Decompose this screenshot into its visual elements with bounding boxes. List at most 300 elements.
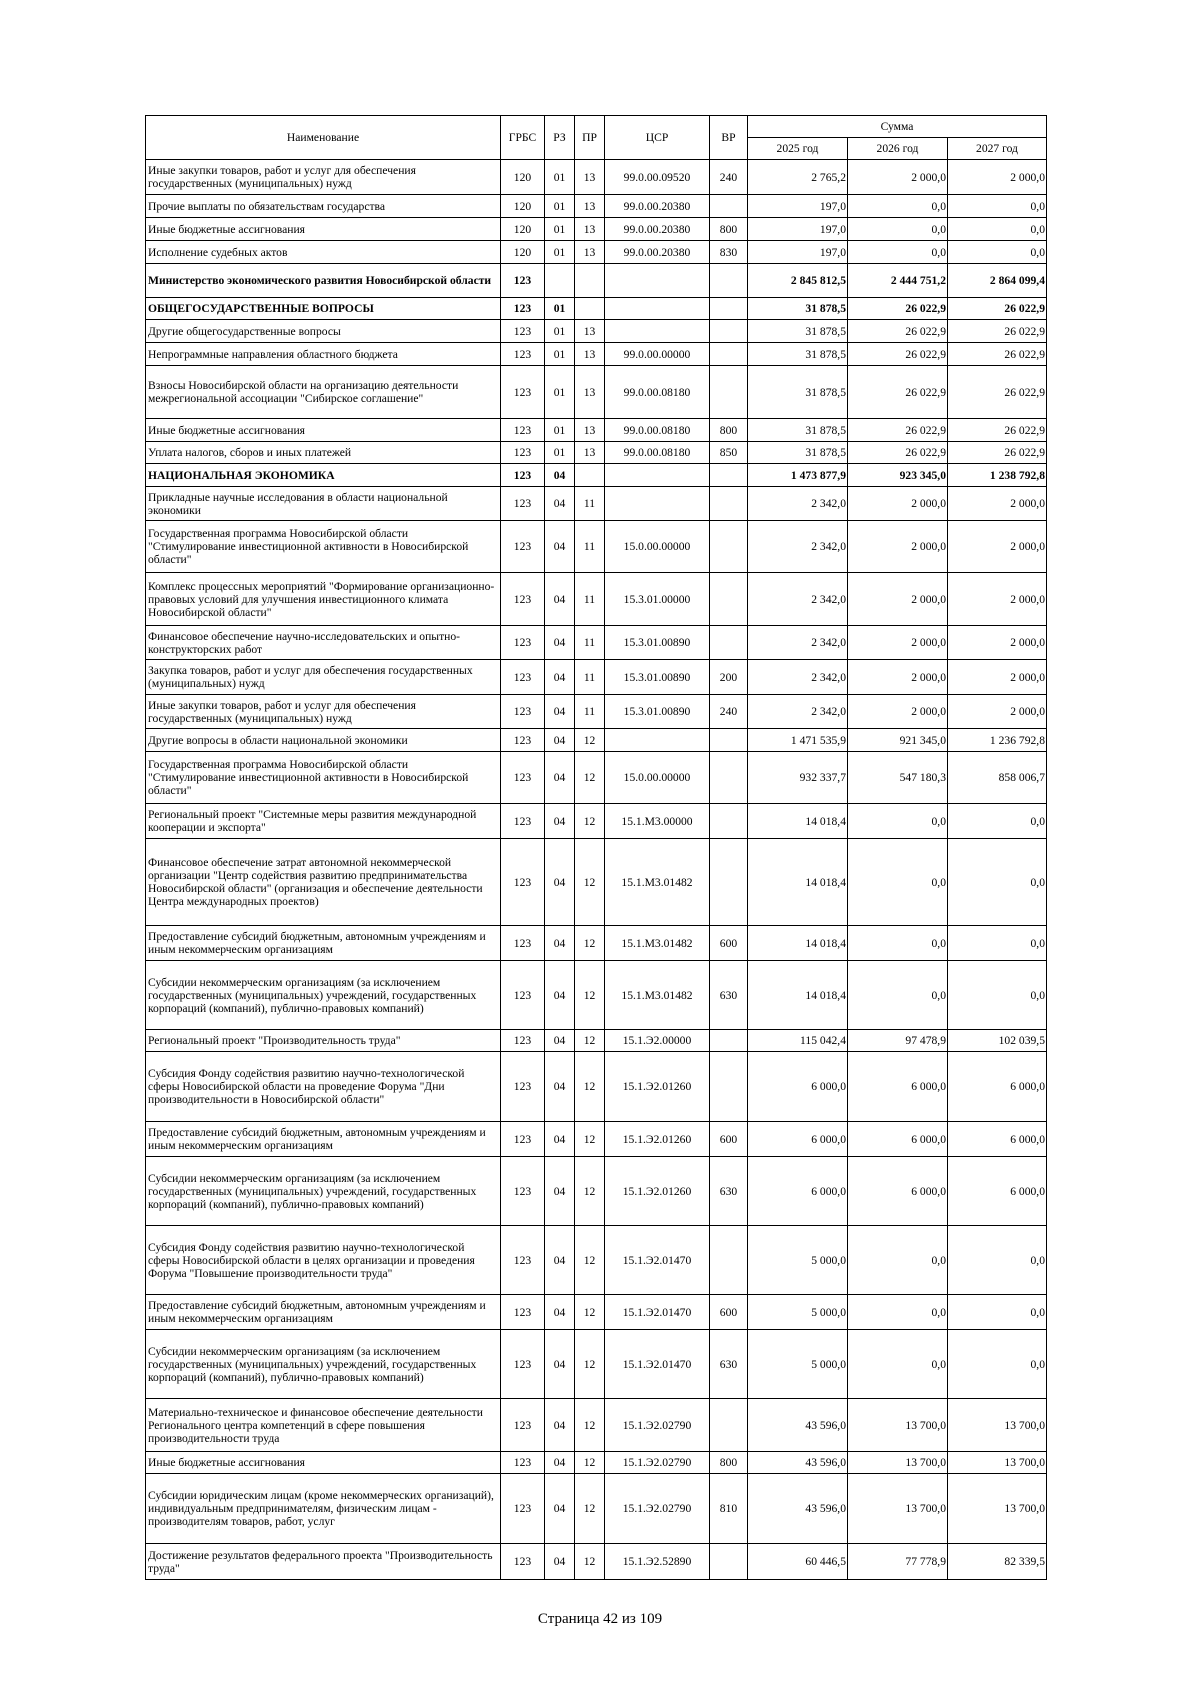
table-row — [146, 695, 1047, 729]
cell-2026: 921 345,0 — [848, 729, 948, 752]
cell-name: Субсидии некоммерческим организациям (за исключением государственных (муниципальных) учреждений, государственных корпораций (компаний), публично-правовых компаний) — [146, 1157, 501, 1226]
cell-csr: 15.3.01.00890 — [605, 626, 710, 660]
cell-2027: 0,0 — [948, 961, 1047, 1030]
cell-name: Министерство экономического развития Новосибирской области — [146, 264, 501, 298]
cell-2026: 26 022,9 — [848, 419, 948, 442]
cell-rz: 01 — [545, 298, 575, 320]
cell-pr: 11 — [575, 626, 605, 660]
cell-2025: 2 845 812,5 — [748, 264, 848, 298]
cell-vr: 830 — [710, 241, 748, 264]
cell-vr — [710, 1052, 748, 1122]
table-body — [146, 160, 1047, 1580]
cell-grbs: 123 — [501, 660, 545, 695]
cell-name: Предоставление субсидий бюджетным, автономным учреждениям и иным некоммерческим организациям — [146, 1295, 501, 1330]
cell-name: Иные закупки товаров, работ и услуг для обеспечения государственных (муниципальных) нужд — [146, 160, 501, 195]
cell-rz: 01 — [545, 218, 575, 241]
cell-csr — [605, 264, 710, 298]
header-year-2026: 2026 год — [848, 138, 948, 160]
cell-2026: 0,0 — [848, 926, 948, 961]
cell-2025: 14 018,4 — [748, 839, 848, 926]
cell-name: Иные бюджетные ассигнования — [146, 1452, 501, 1474]
cell-2026: 0,0 — [848, 1295, 948, 1330]
cell-rz: 04 — [545, 1330, 575, 1399]
header-year-2027: 2027 год — [948, 138, 1047, 160]
cell-csr: 15.0.00.00000 — [605, 521, 710, 573]
cell-2025: 6 000,0 — [748, 1157, 848, 1226]
cell-rz: 04 — [545, 487, 575, 521]
cell-vr — [710, 264, 748, 298]
cell-2027: 2 000,0 — [948, 626, 1047, 660]
cell-csr: 15.0.00.00000 — [605, 752, 710, 804]
cell-pr: 13 — [575, 343, 605, 366]
cell-csr: 15.1.Э2.01470 — [605, 1330, 710, 1399]
cell-grbs: 123 — [501, 1399, 545, 1452]
cell-2026: 6 000,0 — [848, 1052, 948, 1122]
cell-csr: 99.0.00.08180 — [605, 366, 710, 419]
cell-2026: 2 000,0 — [848, 695, 948, 729]
header-pr: ПР — [575, 116, 605, 160]
cell-2026: 547 180,3 — [848, 752, 948, 804]
cell-csr: 15.1.Э2.01260 — [605, 1157, 710, 1226]
cell-2027: 0,0 — [948, 1226, 1047, 1295]
cell-2027: 0,0 — [948, 241, 1047, 264]
cell-grbs: 123 — [501, 464, 545, 487]
cell-2026: 97 478,9 — [848, 1030, 948, 1052]
cell-2027: 26 022,9 — [948, 366, 1047, 419]
cell-grbs: 123 — [501, 487, 545, 521]
cell-grbs: 123 — [501, 298, 545, 320]
cell-csr: 99.0.00.20380 — [605, 195, 710, 218]
cell-2026: 26 022,9 — [848, 320, 948, 343]
cell-2025: 31 878,5 — [748, 419, 848, 442]
cell-2026: 2 000,0 — [848, 573, 948, 626]
cell-grbs: 123 — [501, 521, 545, 573]
cell-rz: 04 — [545, 521, 575, 573]
cell-pr: 13 — [575, 160, 605, 195]
cell-pr: 13 — [575, 195, 605, 218]
cell-vr: 600 — [710, 926, 748, 961]
cell-rz: 04 — [545, 1157, 575, 1226]
cell-grbs: 123 — [501, 264, 545, 298]
cell-vr — [710, 839, 748, 926]
table-row — [146, 442, 1047, 464]
cell-2027: 0,0 — [948, 1330, 1047, 1399]
cell-2026: 13 700,0 — [848, 1452, 948, 1474]
cell-2025: 115 042,4 — [748, 1030, 848, 1052]
table-row — [146, 160, 1047, 195]
cell-pr: 11 — [575, 660, 605, 695]
table-row — [146, 1157, 1047, 1226]
table-row — [146, 1474, 1047, 1544]
cell-csr: 99.0.00.20380 — [605, 218, 710, 241]
cell-2027: 26 022,9 — [948, 343, 1047, 366]
cell-rz: 04 — [545, 1226, 575, 1295]
cell-csr: 15.1.Э2.00000 — [605, 1030, 710, 1052]
cell-2025: 31 878,5 — [748, 298, 848, 320]
cell-pr: 12 — [575, 804, 605, 839]
cell-name: Региональный проект "Производительность труда" — [146, 1030, 501, 1052]
table-row — [146, 1030, 1047, 1052]
cell-pr: 12 — [575, 1030, 605, 1052]
table-row — [146, 1330, 1047, 1399]
cell-2027: 0,0 — [948, 839, 1047, 926]
cell-vr: 240 — [710, 160, 748, 195]
cell-2027: 82 339,5 — [948, 1544, 1047, 1580]
cell-csr: 15.1.Э2.02790 — [605, 1452, 710, 1474]
cell-vr — [710, 521, 748, 573]
cell-2025: 2 342,0 — [748, 660, 848, 695]
cell-vr — [710, 1399, 748, 1452]
cell-vr — [710, 729, 748, 752]
cell-vr: 630 — [710, 1157, 748, 1226]
cell-2026: 0,0 — [848, 961, 948, 1030]
cell-name: Уплата налогов, сборов и иных платежей — [146, 442, 501, 464]
header-vr: ВР — [710, 116, 748, 160]
cell-name: Взносы Новосибирской области на организацию деятельности межрегиональной ассоциации "Сибирское соглашение" — [146, 366, 501, 419]
cell-csr: 15.1.М3.01482 — [605, 926, 710, 961]
cell-rz: 04 — [545, 1295, 575, 1330]
cell-pr: 11 — [575, 573, 605, 626]
cell-2027: 26 022,9 — [948, 320, 1047, 343]
cell-grbs: 123 — [501, 804, 545, 839]
cell-rz: 01 — [545, 366, 575, 419]
cell-grbs: 123 — [501, 1474, 545, 1544]
cell-2027: 102 039,5 — [948, 1030, 1047, 1052]
cell-2027: 1 236 792,8 — [948, 729, 1047, 752]
cell-csr: 99.0.00.08180 — [605, 419, 710, 442]
table-row — [146, 320, 1047, 343]
cell-pr: 12 — [575, 1295, 605, 1330]
cell-2025: 197,0 — [748, 218, 848, 241]
cell-2026: 0,0 — [848, 218, 948, 241]
cell-csr: 15.3.01.00890 — [605, 695, 710, 729]
cell-2027: 6 000,0 — [948, 1157, 1047, 1226]
cell-2027: 13 700,0 — [948, 1452, 1047, 1474]
cell-2025: 43 596,0 — [748, 1474, 848, 1544]
cell-2026: 6 000,0 — [848, 1122, 948, 1157]
cell-2027: 2 000,0 — [948, 660, 1047, 695]
cell-grbs: 123 — [501, 1030, 545, 1052]
cell-csr: 15.1.Э2.01260 — [605, 1122, 710, 1157]
cell-grbs: 123 — [501, 343, 545, 366]
cell-pr: 13 — [575, 241, 605, 264]
cell-2025: 14 018,4 — [748, 804, 848, 839]
cell-2027: 0,0 — [948, 804, 1047, 839]
cell-name: Закупка товаров, работ и услуг для обеспечения государственных (муниципальных) нужд — [146, 660, 501, 695]
cell-pr: 12 — [575, 839, 605, 926]
cell-rz: 04 — [545, 1474, 575, 1544]
table-row — [146, 264, 1047, 298]
cell-name: Субсидия Фонду содействия развитию научно-технологической сферы Новосибирской области в целях организации и проведения Форума "Повышение производительности труда" — [146, 1226, 501, 1295]
cell-name: Предоставление субсидий бюджетным, автономным учреждениям и иным некоммерческим организациям — [146, 1122, 501, 1157]
cell-csr — [605, 487, 710, 521]
cell-vr — [710, 343, 748, 366]
cell-2026: 2 444 751,2 — [848, 264, 948, 298]
table-row — [146, 804, 1047, 839]
cell-name: Достижение результатов федерального проекта "Производительность труда" — [146, 1544, 501, 1580]
cell-pr: 12 — [575, 1544, 605, 1580]
cell-csr: 15.1.Э2.02790 — [605, 1399, 710, 1452]
cell-2025: 14 018,4 — [748, 961, 848, 1030]
cell-2027: 2 000,0 — [948, 521, 1047, 573]
cell-csr: 99.0.00.08180 — [605, 442, 710, 464]
cell-name: Субсидия Фонду содействия развитию научно-технологической сферы Новосибирской области на проведение Форума "Дни производительности в Новосибирской области" — [146, 1052, 501, 1122]
cell-2027: 2 000,0 — [948, 695, 1047, 729]
table-row — [146, 1122, 1047, 1157]
cell-2027: 0,0 — [948, 926, 1047, 961]
cell-pr: 11 — [575, 695, 605, 729]
cell-rz: 04 — [545, 626, 575, 660]
cell-name: Финансовое обеспечение затрат автономной некоммерческой организации "Центр содействия развитию предпринимательства Новосибирской области" (организация и обеспечение деятельности Центра международных проектов) — [146, 839, 501, 926]
cell-csr — [605, 464, 710, 487]
cell-grbs: 123 — [501, 320, 545, 343]
cell-pr: 12 — [575, 1052, 605, 1122]
cell-2025: 1 471 535,9 — [748, 729, 848, 752]
cell-grbs: 120 — [501, 218, 545, 241]
cell-pr: 13 — [575, 442, 605, 464]
cell-pr — [575, 464, 605, 487]
cell-2025: 2 342,0 — [748, 573, 848, 626]
cell-vr — [710, 1544, 748, 1580]
table-row — [146, 487, 1047, 521]
header-grbs: ГРБС — [501, 116, 545, 160]
cell-rz: 04 — [545, 1452, 575, 1474]
cell-grbs: 120 — [501, 241, 545, 264]
cell-grbs: 123 — [501, 1226, 545, 1295]
cell-2025: 2 342,0 — [748, 521, 848, 573]
cell-2025: 2 342,0 — [748, 487, 848, 521]
cell-name: Материально-техническое и финансовое обеспечение деятельности Регионального центра компетенций в сфере повышения производительности труда — [146, 1399, 501, 1452]
cell-2027: 2 000,0 — [948, 487, 1047, 521]
cell-name: Другие общегосударственные вопросы — [146, 320, 501, 343]
cell-name: Иные бюджетные ассигнования — [146, 218, 501, 241]
cell-rz: 04 — [545, 1030, 575, 1052]
budget-table — [145, 115, 1047, 1580]
table-row — [146, 926, 1047, 961]
header-sum: Сумма — [748, 116, 1047, 138]
cell-name: Непрограммные направления областного бюджета — [146, 343, 501, 366]
cell-name: Предоставление субсидий бюджетным, автономным учреждениям и иным некоммерческим организациям — [146, 926, 501, 961]
cell-name: Комплекс процессных мероприятий "Формирование организационно-правовых условий для улучшения инвестиционного климата Новосибирской области" — [146, 573, 501, 626]
header-rz: РЗ — [545, 116, 575, 160]
cell-2027: 2 000,0 — [948, 573, 1047, 626]
table-row — [146, 521, 1047, 573]
table-row — [146, 464, 1047, 487]
cell-vr: 200 — [710, 660, 748, 695]
cell-2027: 6 000,0 — [948, 1052, 1047, 1122]
cell-2025: 31 878,5 — [748, 343, 848, 366]
cell-2026: 2 000,0 — [848, 487, 948, 521]
cell-vr — [710, 487, 748, 521]
cell-csr: 15.1.Э2.52890 — [605, 1544, 710, 1580]
cell-vr: 630 — [710, 961, 748, 1030]
cell-grbs: 120 — [501, 160, 545, 195]
cell-rz: 01 — [545, 442, 575, 464]
cell-2026: 2 000,0 — [848, 660, 948, 695]
cell-name: Иные бюджетные ассигнования — [146, 419, 501, 442]
cell-2027: 0,0 — [948, 218, 1047, 241]
cell-name: Государственная программа Новосибирской области "Стимулирование инвестиционной активности в Новосибирской области" — [146, 752, 501, 804]
cell-grbs: 123 — [501, 926, 545, 961]
cell-name: Региональный проект "Системные меры развития международной кооперации и экспорта" — [146, 804, 501, 839]
table-row — [146, 218, 1047, 241]
cell-2025: 31 878,5 — [748, 442, 848, 464]
cell-pr: 12 — [575, 1157, 605, 1226]
cell-2025: 197,0 — [748, 195, 848, 218]
cell-2027: 26 022,9 — [948, 442, 1047, 464]
table-row — [146, 1452, 1047, 1474]
cell-pr — [575, 264, 605, 298]
cell-pr: 12 — [575, 1226, 605, 1295]
cell-vr — [710, 298, 748, 320]
cell-csr: 99.0.00.09520 — [605, 160, 710, 195]
cell-2025: 1 473 877,9 — [748, 464, 848, 487]
cell-csr — [605, 729, 710, 752]
header-csr: ЦСР — [605, 116, 710, 160]
cell-pr: 12 — [575, 1452, 605, 1474]
cell-csr: 99.0.00.20380 — [605, 241, 710, 264]
cell-csr: 15.1.Э2.02790 — [605, 1474, 710, 1544]
cell-2026: 26 022,9 — [848, 298, 948, 320]
cell-2025: 43 596,0 — [748, 1452, 848, 1474]
cell-rz: 04 — [545, 1399, 575, 1452]
cell-rz: 04 — [545, 660, 575, 695]
cell-name: ОБЩЕГОСУДАРСТВЕННЫЕ ВОПРОСЫ — [146, 298, 501, 320]
cell-name: Финансовое обеспечение научно-исследовательских и опытно-конструкторских работ — [146, 626, 501, 660]
table-row — [146, 366, 1047, 419]
cell-2025: 31 878,5 — [748, 366, 848, 419]
cell-2026: 0,0 — [848, 195, 948, 218]
cell-vr: 800 — [710, 419, 748, 442]
cell-2027: 2 000,0 — [948, 160, 1047, 195]
cell-csr: 15.1.Э2.01470 — [605, 1226, 710, 1295]
cell-grbs: 123 — [501, 1295, 545, 1330]
cell-2026: 0,0 — [848, 839, 948, 926]
cell-csr: 15.1.М3.00000 — [605, 804, 710, 839]
cell-pr: 12 — [575, 1330, 605, 1399]
cell-grbs: 123 — [501, 442, 545, 464]
table-row — [146, 298, 1047, 320]
cell-csr: 15.1.М3.01482 — [605, 839, 710, 926]
cell-rz: 04 — [545, 804, 575, 839]
cell-2027: 26 022,9 — [948, 298, 1047, 320]
cell-vr — [710, 464, 748, 487]
table-row — [146, 752, 1047, 804]
cell-csr: 15.1.М3.01482 — [605, 961, 710, 1030]
cell-2026: 77 778,9 — [848, 1544, 948, 1580]
cell-vr — [710, 320, 748, 343]
cell-2026: 13 700,0 — [848, 1399, 948, 1452]
table-row — [146, 1226, 1047, 1295]
cell-pr: 11 — [575, 521, 605, 573]
cell-vr: 600 — [710, 1295, 748, 1330]
cell-vr — [710, 804, 748, 839]
cell-2026: 0,0 — [848, 1226, 948, 1295]
table-row — [146, 626, 1047, 660]
cell-vr — [710, 1226, 748, 1295]
cell-2026: 26 022,9 — [848, 442, 948, 464]
cell-pr: 12 — [575, 729, 605, 752]
cell-csr: 15.1.Э2.01470 — [605, 1295, 710, 1330]
cell-grbs: 123 — [501, 695, 545, 729]
cell-grbs: 123 — [501, 1452, 545, 1474]
table-row — [146, 419, 1047, 442]
cell-csr: 99.0.00.00000 — [605, 343, 710, 366]
cell-pr: 12 — [575, 752, 605, 804]
cell-grbs: 123 — [501, 961, 545, 1030]
table-row — [146, 961, 1047, 1030]
cell-2026: 26 022,9 — [848, 366, 948, 419]
table-header — [146, 116, 1047, 160]
cell-2026: 0,0 — [848, 804, 948, 839]
table-row — [146, 1544, 1047, 1580]
cell-2025: 932 337,7 — [748, 752, 848, 804]
cell-2027: 858 006,7 — [948, 752, 1047, 804]
cell-name: Иные закупки товаров, работ и услуг для обеспечения государственных (муниципальных) нужд — [146, 695, 501, 729]
cell-2025: 5 000,0 — [748, 1330, 848, 1399]
cell-rz: 04 — [545, 961, 575, 1030]
cell-rz: 04 — [545, 1052, 575, 1122]
cell-name: Субсидии некоммерческим организациям (за исключением государственных (муниципальных) учреждений, государственных корпораций (компаний), публично-правовых компаний) — [146, 1330, 501, 1399]
cell-2026: 2 000,0 — [848, 626, 948, 660]
cell-vr: 800 — [710, 1452, 748, 1474]
cell-2027: 0,0 — [948, 195, 1047, 218]
cell-2026: 26 022,9 — [848, 343, 948, 366]
cell-csr — [605, 320, 710, 343]
cell-2026: 2 000,0 — [848, 521, 948, 573]
cell-grbs: 123 — [501, 1330, 545, 1399]
cell-name: Субсидии некоммерческим организациям (за исключением государственных (муниципальных) учреждений, государственных корпораций (компаний), публично-правовых компаний) — [146, 961, 501, 1030]
cell-2025: 197,0 — [748, 241, 848, 264]
cell-name: Субсидии юридическим лицам (кроме некоммерческих организаций), индивидуальным предпринимателям, физическим лицам - производителям товаров, работ, услуг — [146, 1474, 501, 1544]
cell-name: Прочие выплаты по обязательствам государства — [146, 195, 501, 218]
cell-2026: 0,0 — [848, 241, 948, 264]
cell-csr: 15.3.01.00000 — [605, 573, 710, 626]
header-year-2025: 2025 год — [748, 138, 848, 160]
cell-pr: 13 — [575, 366, 605, 419]
cell-vr: 630 — [710, 1330, 748, 1399]
cell-rz: 04 — [545, 573, 575, 626]
cell-name: Прикладные научные исследования в области национальной экономики — [146, 487, 501, 521]
cell-2027: 26 022,9 — [948, 419, 1047, 442]
cell-2025: 31 878,5 — [748, 320, 848, 343]
table-row — [146, 573, 1047, 626]
cell-pr: 12 — [575, 1122, 605, 1157]
cell-vr — [710, 573, 748, 626]
table-row — [146, 241, 1047, 264]
cell-pr: 13 — [575, 320, 605, 343]
cell-pr — [575, 298, 605, 320]
cell-rz: 04 — [545, 752, 575, 804]
table-row — [146, 1052, 1047, 1122]
cell-rz: 01 — [545, 241, 575, 264]
table-row — [146, 839, 1047, 926]
cell-name: Другие вопросы в области национальной экономики — [146, 729, 501, 752]
table-row — [146, 195, 1047, 218]
cell-grbs: 123 — [501, 366, 545, 419]
cell-2027: 6 000,0 — [948, 1122, 1047, 1157]
cell-2027: 13 700,0 — [948, 1474, 1047, 1544]
cell-2025: 6 000,0 — [748, 1052, 848, 1122]
table-row — [146, 660, 1047, 695]
cell-2025: 5 000,0 — [748, 1295, 848, 1330]
header-name: Наименование — [146, 116, 501, 160]
cell-rz: 01 — [545, 195, 575, 218]
cell-pr: 12 — [575, 1474, 605, 1544]
cell-2025: 5 000,0 — [748, 1226, 848, 1295]
cell-csr — [605, 298, 710, 320]
table-row — [146, 1295, 1047, 1330]
